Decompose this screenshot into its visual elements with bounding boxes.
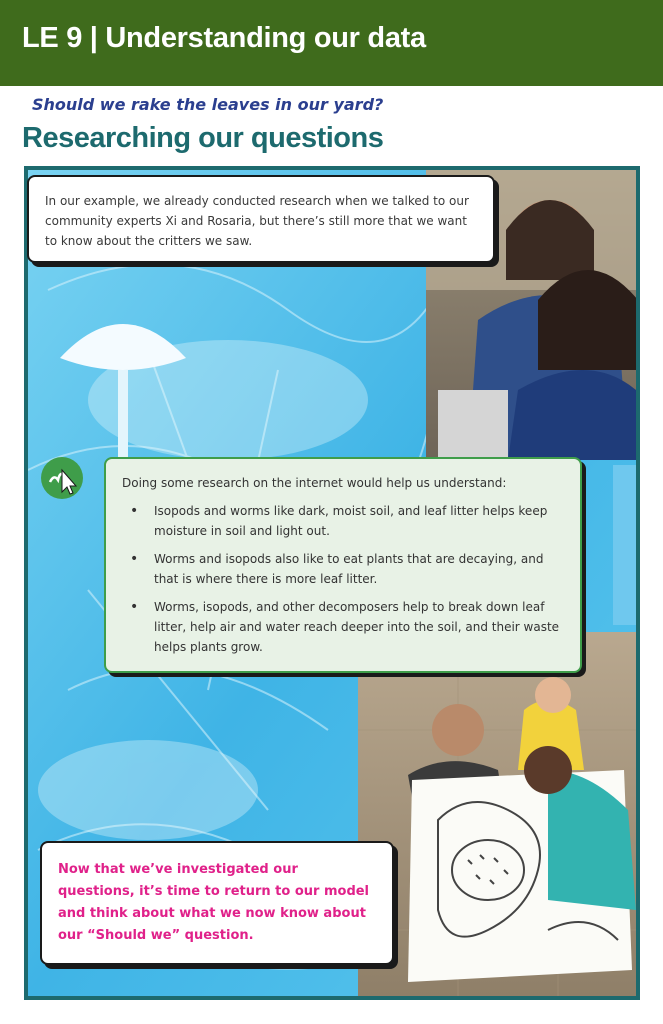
header-bar: [0, 0, 663, 86]
research-findings-list: [122, 501, 564, 657]
return-to-model-callout: [40, 841, 394, 965]
cursor-sprout-icon: [40, 456, 84, 500]
list-item: • Worms, isopods, and other decomposers help to break down leaf litter, help air and water reach deeper into the soil, and their waste helps plants grow.: [122, 597, 564, 657]
return-to-model-text: Now that we’ve investigated our questions, it’s time to return to our model and think about what we now know about our “Should we” question.: [58, 862, 370, 943]
list-item: • Worms and isopods also like to eat plants that are decaying, and that is where there is more leaf litter.: [122, 549, 564, 589]
guiding-question: Should we rake the leaves in our yard?: [32, 95, 384, 114]
page-header-title: LE 9 | Understanding our data: [22, 22, 426, 54]
list-item: • Isopods and worms like dark, moist soil, and leaf litter helps keep moisture in soil and light out.: [122, 501, 564, 541]
research-intro-text: In our example, we already conducted research when we talked to our community experts Xi and Rosaria, but there’s still more that we want to know about the critters we saw.: [45, 194, 469, 248]
research-intro-callout: [27, 175, 495, 263]
section-title: Researching our questions: [22, 122, 384, 154]
research-list-intro: Doing some research on the internet would help us understand:: [122, 476, 507, 490]
internet-research-callout: [104, 457, 582, 673]
